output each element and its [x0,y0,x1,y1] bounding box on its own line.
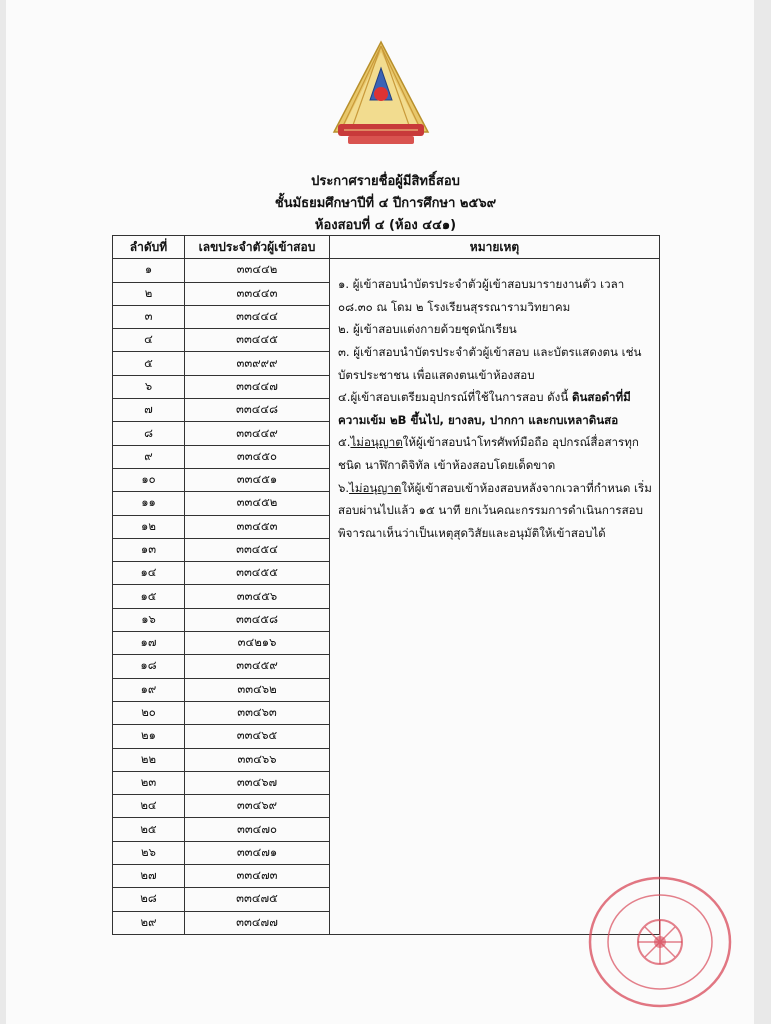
row-order-number: ๒๖ [113,841,185,864]
remark-item: ๒. ผู้เข้าสอบแต่งกายด้วยชุดนักเรียน [338,322,517,337]
row-order-number: ๑๖ [113,608,185,631]
remark-text: ๔.ผู้เข้าสอบเตรียมอุปกรณ์ที่ใช้ในการสอบ ดังนี้ [338,390,572,405]
row-order-number: ๑ [113,259,185,282]
header-candidate-id: เลขประจำตัวผู้เข้าสอบ [185,236,330,259]
remark-item [338,386,653,431]
row-order-number: ๒๙ [113,911,185,934]
row-order-number: ๘ [113,422,185,445]
official-stamp-seal [585,872,735,1012]
row-order-number: ๒๐ [113,701,185,724]
row-candidate-id: ๓๓๔๕๘ [185,608,330,631]
row-order-number: ๔ [113,329,185,352]
row-candidate-id: ๓๓๔๕๕ [185,562,330,585]
row-order-number: ๑๗ [113,632,185,655]
row-candidate-id: ๓๓๔๗๐ [185,818,330,841]
table-row [113,259,660,282]
row-order-number: ๒๔ [113,795,185,818]
row-candidate-id: ๓๓๔๖๖ [185,748,330,771]
row-candidate-id: ๓๓๔๗๗ [185,911,330,934]
remark-not-allowed: ไม่อนุญาต [349,480,402,495]
row-order-number: ๑๐ [113,468,185,491]
remark-item: ๓. ผู้เข้าสอบนำบัตรประจำตัวผู้เข้าสอบ และบัตรแสดงตน เช่น บัตรประชาชน เพื่อแสดงตนเข้าห้องสอบ [338,345,642,382]
remark-text: ให้ผู้เข้าสอบเข้าห้องสอบหลังจากเวลาที่กำหนด เริ่มสอบผ่านไปแล้ว ๑๕ นาที ยกเว้นคณะกรรมการดำเนินการสอบพิจารณาเห็นว่าเป็นเหตุสุดวิสัยและอนุมัติให้เข้าสอบได้ [338,480,652,540]
exam-room-subtitle: ห้องสอบที่ ๔ (ห้อง ๔๔๑) [314,218,457,233]
row-candidate-id: ๓๓๔๖๗ [185,771,330,794]
row-candidate-id: ๓๓๔๔๔ [185,305,330,328]
row-candidate-id: ๓๓๔๗๑ [185,841,330,864]
row-order-number: ๑๘ [113,655,185,678]
row-candidate-id: ๓๓๔๖๙ [185,795,330,818]
row-order-number: ๑๔ [113,562,185,585]
row-candidate-id: ๓๓๔๕๑ [185,468,330,491]
row-order-number: ๙ [113,445,185,468]
row-order-number: ๖ [113,375,185,398]
row-candidate-id: ๓๓๔๔๕ [185,329,330,352]
row-order-number: ๒๘ [113,888,185,911]
row-order-number: ๑๑ [113,492,185,515]
row-order-number: ๒๑ [113,725,185,748]
row-candidate-id: ๓๓๔๔๘ [185,399,330,422]
row-candidate-id: ๓๓๔๕๖ [185,585,330,608]
row-candidate-id: ๓๓๔๔๗ [185,375,330,398]
row-candidate-id: ๓๓๔๕๔ [185,538,330,561]
row-candidate-id: ๓๔๒๑๖ [185,632,330,655]
row-order-number: ๑๙ [113,678,185,701]
row-candidate-id: ๓๓๔๖๓ [185,701,330,724]
remark-emphasis: ดินสอดำที่มีความเข้ม ๒B ขึ้นไป, ยางลบ, ปากกา และกบเหลาดินสอ [338,390,631,427]
row-candidate-id: ๓๓๔๔๒ [185,259,330,282]
candidate-table [112,235,660,935]
remarks-cell [330,259,660,935]
row-candidate-id: ๓๓๔๕๓ [185,515,330,538]
row-candidate-id: ๓๓๔๗๓ [185,865,330,888]
row-order-number: ๒๓ [113,771,185,794]
row-order-number: ๑๒ [113,515,185,538]
row-order-number: ๒ [113,282,185,305]
row-candidate-id: ๓๓๔๕๙ [185,655,330,678]
row-candidate-id: ๓๓๔๖๕ [185,725,330,748]
remark-not-allowed: ไม่อนุญาต [350,435,403,450]
remarks-list [330,259,659,544]
row-candidate-id: ๓๓๔๔๓ [185,282,330,305]
remark-text: ให้ผู้เข้าสอบนำโทรศัพท์มือถือ อุปกรณ์สื่อสารทุกชนิด นาฬิกาดิจิทัล เข้าห้องสอบโดยเด็ดขาด [338,435,639,473]
row-candidate-id: ๓๓๔๗๕ [185,888,330,911]
row-candidate-id: ๓๓๙๙๙ [185,352,330,375]
row-order-number: ๓ [113,305,185,328]
remark-item [338,431,653,476]
remark-number: ๕. [338,435,351,450]
grade-year-subtitle: ชั้นมัธยมศึกษาปีที่ ๔ ปีการศึกษา ๒๕๖๙ [274,196,497,211]
row-order-number: ๑๕ [113,585,185,608]
school-emblem-logo [330,40,432,148]
row-candidate-id: ๓๓๔๕๒ [185,492,330,515]
announcement-title: ประกาศรายชื่อผู้มีสิทธิ์สอบ [311,174,460,189]
remark-item [338,477,653,545]
header-remarks: หมายเหตุ [330,236,660,259]
remark-number: ๖. [338,480,350,495]
row-candidate-id: ๓๓๔๔๙ [185,422,330,445]
row-order-number: ๗ [113,399,185,422]
table-header-row [113,236,660,259]
row-order-number: ๕ [113,352,185,375]
row-candidate-id: ๓๓๔๖๒ [185,678,330,701]
row-order-number: ๒๕ [113,818,185,841]
row-order-number: ๑๓ [113,538,185,561]
row-order-number: ๒๗ [113,865,185,888]
header-order: ลำดับที่ [113,236,185,259]
row-order-number: ๒๒ [113,748,185,771]
row-candidate-id: ๓๓๔๕๐ [185,445,330,468]
remark-item: ๑. ผู้เข้าสอบนำบัตรประจำตัวผู้เข้าสอบมารายงานตัว เวลา ๐๘.๓๐ ณ โดม ๒ โรงเรียนสุรรณารามวิทยาคม [338,277,625,314]
